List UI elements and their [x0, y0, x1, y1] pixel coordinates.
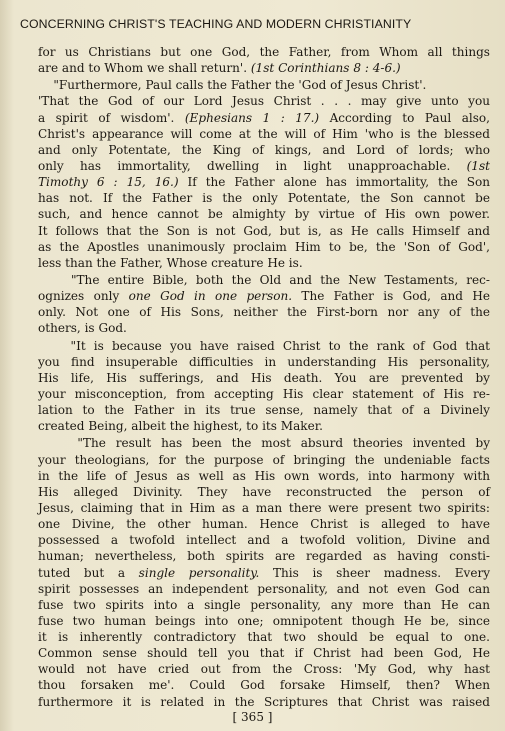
- text-segment: only has immortality, dwelling in light unapproachable.: [38, 158, 467, 173]
- text-line: fuse two spirits into a single personality, any more than He can: [38, 597, 490, 612]
- text-segment: This is sheer madness. Every: [259, 565, 491, 580]
- text-line: [38, 565, 490, 581]
- running-header: CONCERNING CHRIST'S TEACHING AND MODERN CHRISTIANITY: [20, 17, 412, 31]
- text-line: 'That the God of our Lord Jesus Christ . . . may give unto you: [38, 94, 490, 109]
- text-line: you find insuperable difficulties in understanding His personality,: [38, 354, 490, 369]
- text-segment: a spirit of wisdom'.: [38, 110, 185, 125]
- paragraph: [38, 272, 490, 337]
- text-line: thou forsaken me'. Could God forsake Himself, then? When: [38, 678, 490, 693]
- italic-citation: one God in one person.: [128, 289, 293, 304]
- text-line: less than the Father, Whose creature He is.: [38, 255, 303, 270]
- italic-citation: Timothy 6 : 15, 16.): [38, 175, 179, 190]
- text-line: as the Apostles unanimously proclaim Him to be, the 'Son of God',: [38, 239, 490, 254]
- text-line: fuse two human beings into one; omnipotent though He be, since: [38, 613, 490, 628]
- italic-citation: single personality.: [138, 565, 260, 580]
- text-line: it is inherently contradictory that two should be equal to one.: [38, 630, 490, 645]
- text-line: would not have cried out from the Cross: 'My God, why hast: [38, 662, 490, 677]
- italic-citation: (1st: [466, 158, 490, 173]
- page-number: [ 365 ]: [232, 710, 273, 724]
- text-segment: ognizes only: [38, 289, 129, 304]
- text-line: [38, 60, 490, 76]
- text-line: "The result has been the most absurd theories invented by: [38, 436, 490, 451]
- text-line: possessed a twofold intellect and a twofold volition, Divine and: [38, 533, 490, 548]
- text-line: your theologians, for the purpose of bringing the undeniable facts: [38, 452, 490, 467]
- text-line: others, is God.: [38, 321, 127, 336]
- paragraph: [38, 77, 490, 271]
- text-line: His life, His sufferings, and His death. You are prevented by: [38, 370, 490, 385]
- text-line: spirit possesses an independent personality, and not even God can: [38, 581, 490, 596]
- text-line: lation to the Father in its true sense, namely that of a Divinely: [38, 403, 490, 418]
- text-line: for us Christians but one God, the Father, from Whom all things: [38, 45, 490, 59]
- text-line: [38, 158, 490, 174]
- text-segment: are and to Whom we shall return'.: [38, 61, 251, 76]
- text-line: your misconception, from accepting His clear statement of His re-: [38, 386, 490, 401]
- text-line: Common sense should tell you that if Christ had been God, He: [38, 646, 490, 661]
- text-segment: tuted but a: [38, 565, 139, 580]
- text-line: created Being, albeit the highest, to its Maker.: [38, 419, 323, 434]
- text-line: [38, 110, 490, 126]
- text-line: one Divine, the other human. Hence Christ is alleged to have: [38, 517, 490, 532]
- text-line: such, and hence cannot be almighty by virtue of His own power.: [38, 207, 490, 222]
- text-line: "It is because you have raised Christ to the rank of God that: [38, 338, 490, 353]
- text-line: His alleged Divinity. They have reconstructed the person of: [38, 484, 490, 499]
- text-line: has not. If the Father is the only Potentate, the Son cannot be: [38, 191, 490, 206]
- text-line: Christ's appearance will come at the will of Him 'who is the blessed: [38, 126, 490, 141]
- paragraph: [38, 338, 490, 435]
- text-segment: According to Paul also,: [319, 110, 490, 125]
- text-line: It follows that the Son is not God, but is, as He calls Himself and: [38, 223, 490, 238]
- text-line: [38, 288, 490, 304]
- body-text: [38, 43, 490, 710]
- italic-citation: (1st Corinthians 8 : 4-6.): [250, 61, 401, 76]
- text-segment: The Father is God, and He: [292, 289, 490, 304]
- italic-citation: (Ephesians 1 : 17.): [184, 110, 320, 125]
- text-line: "Furthermore, Paul calls the Father the 'God of Jesus Christ'.: [38, 78, 427, 93]
- text-line: [38, 174, 490, 190]
- text-line: "The entire Bible, both the Old and the New Testaments, rec-: [38, 272, 490, 287]
- text-segment: If the Father alone has immortality, the Son: [178, 175, 491, 190]
- text-line: in the life of Jesus as well as His own words, into harmony with: [38, 468, 490, 483]
- paragraph: [38, 44, 490, 76]
- text-line: human; nevertheless, both spirits are regarded as having consti-: [38, 549, 490, 564]
- text-line: Jesus, claiming that in Him as a man there were present two spirits:: [38, 500, 490, 515]
- text-line: furthermore it is related in the Scriptures that Christ was raised: [38, 694, 490, 709]
- text-line: and only Potentate, the King of kings, and Lord of lords; who: [38, 142, 490, 157]
- text-line: only. Not one of His Sons, neither the First-born nor any of the: [38, 305, 490, 320]
- paragraph: [38, 435, 490, 709]
